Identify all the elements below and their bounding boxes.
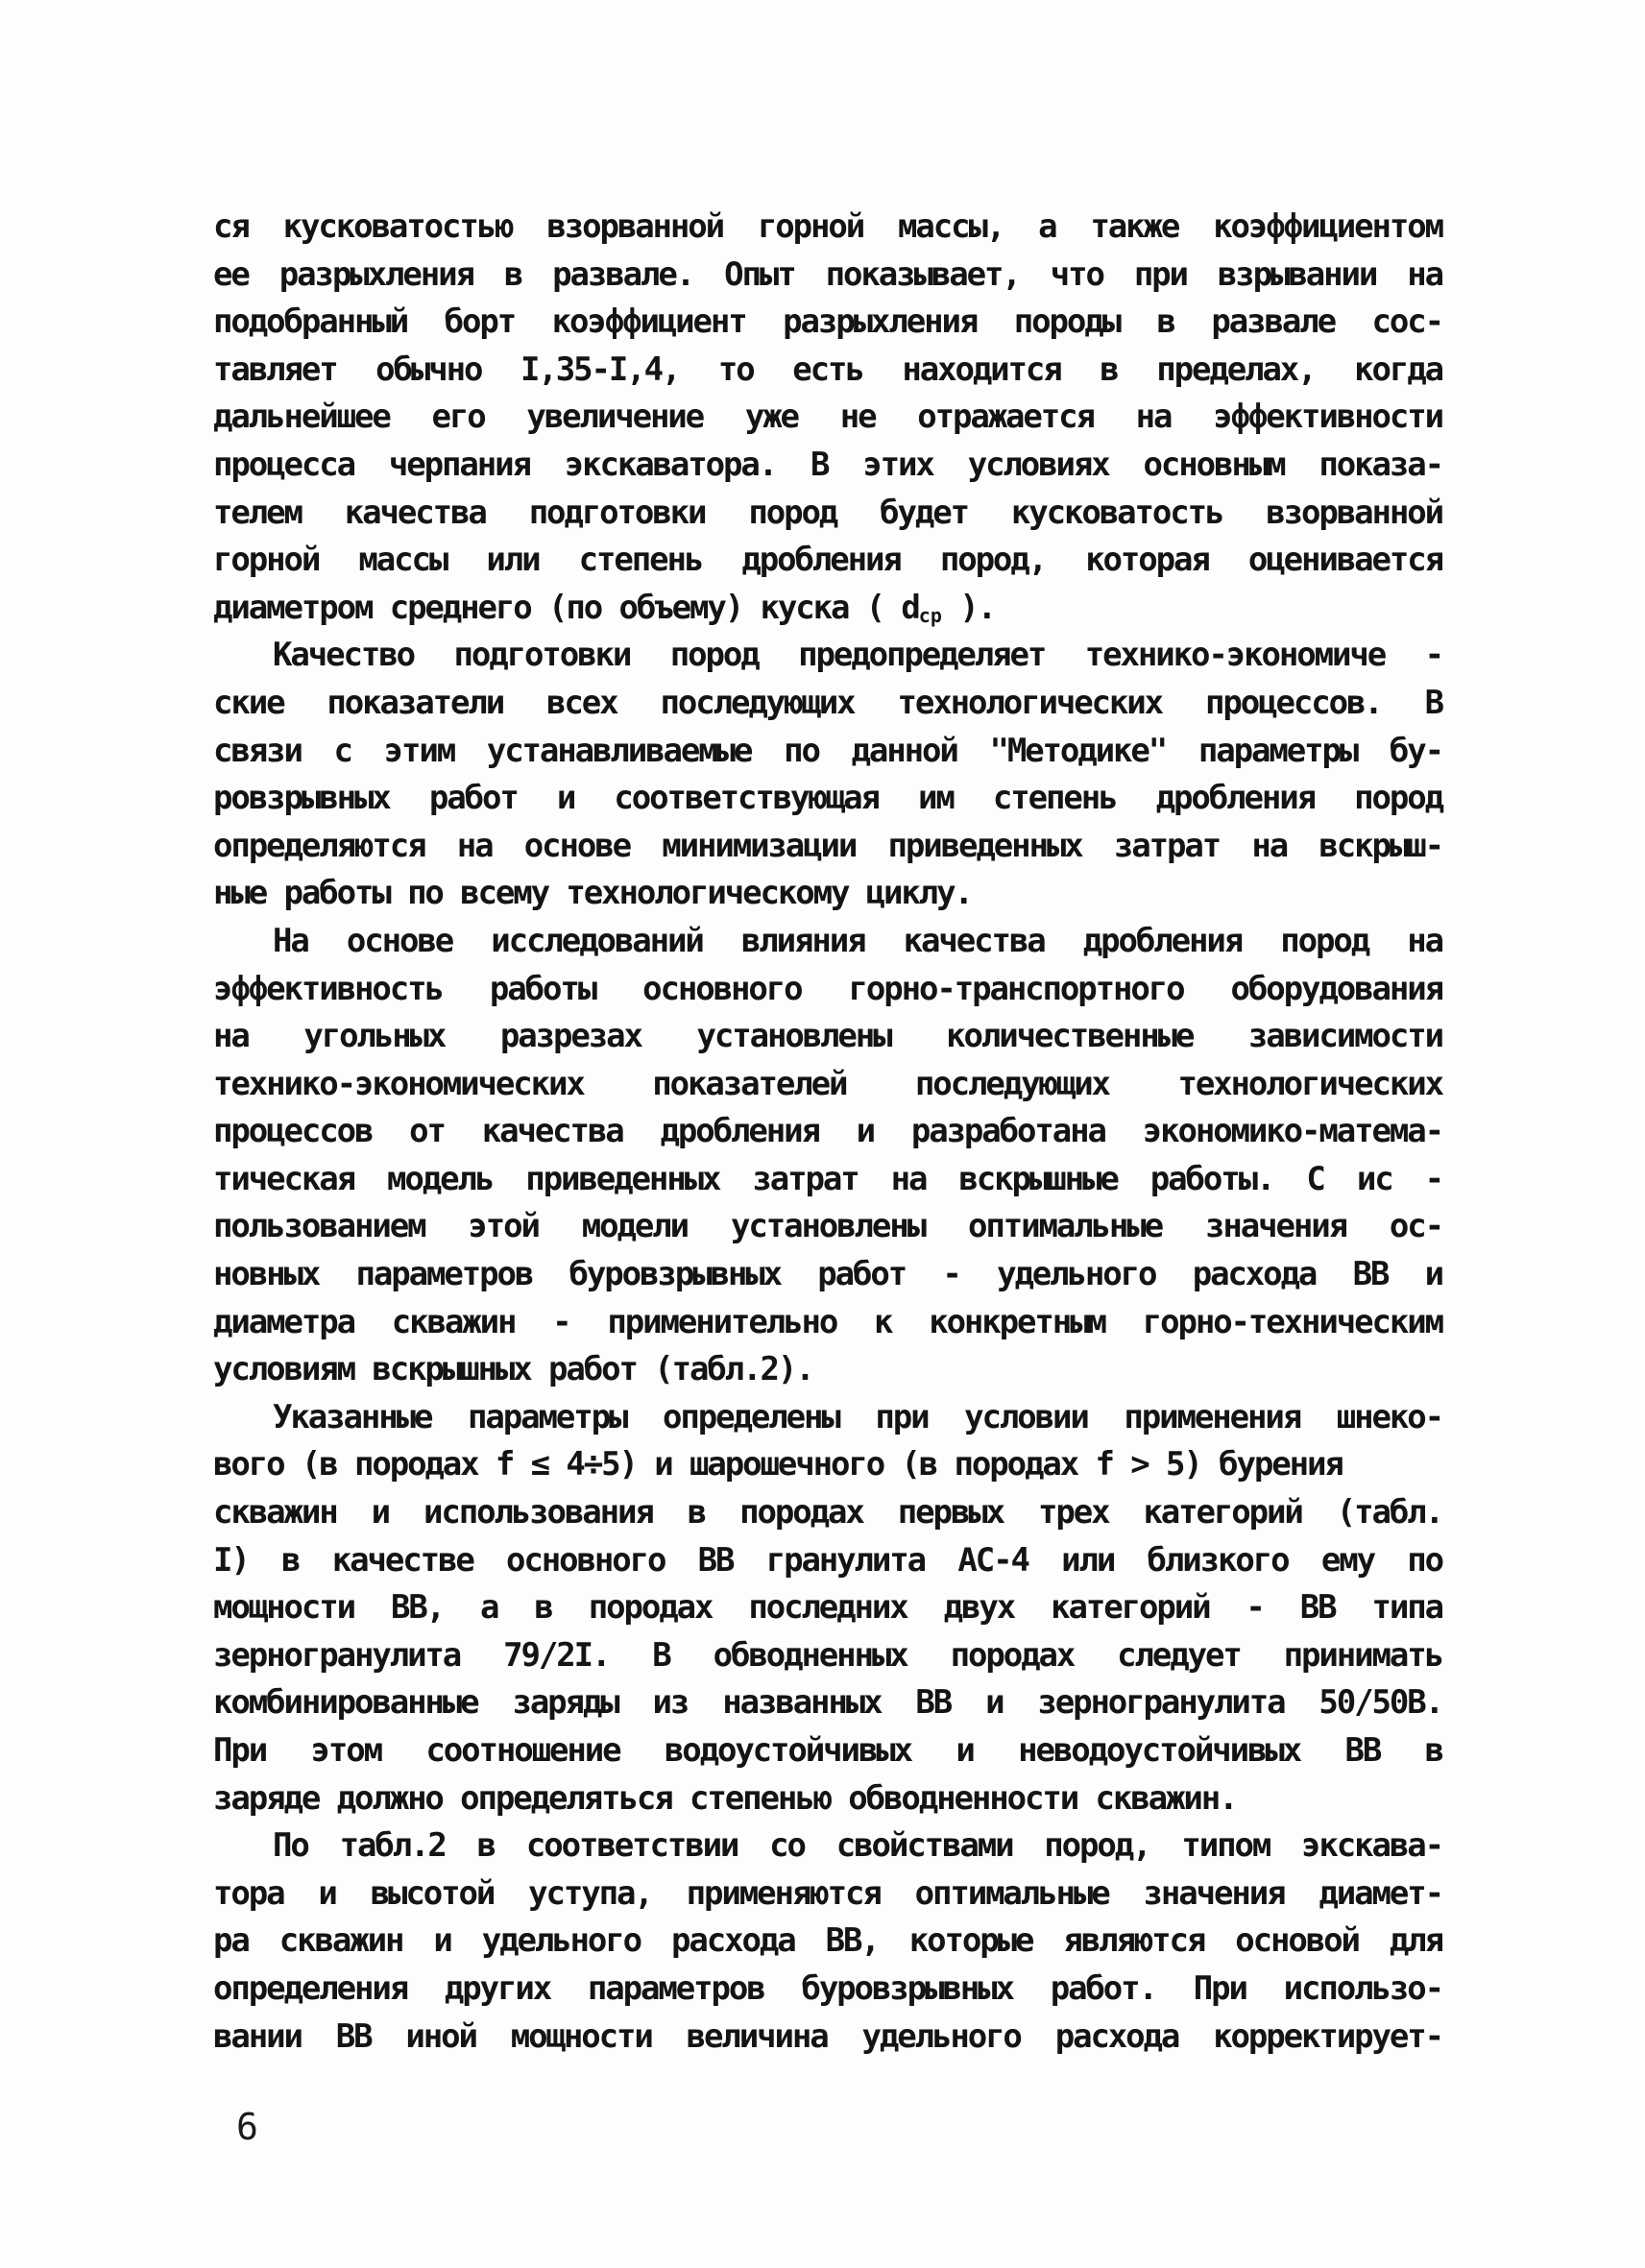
text-line: условиям вскрышных работ (табл.2). [213, 1350, 813, 1389]
text-line: связи с этим устанавливаемые по данной "Методике" параметры бу- [213, 731, 1442, 770]
text-line: определяются на основе минимизации приведенных затрат на вскрыш- [213, 826, 1442, 865]
diameter-line-before: диаметром среднего (по объему) куска ( [213, 588, 902, 627]
text-line: определения других параметров буровзрывных работ. При использо- [213, 1968, 1442, 2008]
page-number: 6 [236, 2106, 258, 2148]
paragraph-first-line: По табл.2 в соответствии со свойствами пород, типом экскава- [273, 1826, 1442, 1866]
document-body [213, 204, 1442, 2061]
text-line: на угольных разрезах установлены количественные зависимости [213, 1017, 1442, 1056]
text-line: эффективность работы основного горно-транспортного оборудования [213, 969, 1442, 1008]
hardness-condition: f ≤ 4÷5 [495, 1445, 619, 1484]
text-line: ся кусковатостью взорванной горной массы, а также коэффициентом [213, 207, 1442, 246]
text-line: тавляет обычно I,35-I,4, то есть находится в пределах, когда [213, 350, 1442, 389]
text-line: ровзрывных работ и соответствующая им степень дробления пород [213, 779, 1442, 818]
text-line: При этом соотношение водоустойчивых и неводоустойчивых ВВ в [213, 1731, 1442, 1770]
diameter-symbol: d [901, 588, 919, 627]
text-line: технико-экономических показателей последующих технологических [213, 1064, 1442, 1103]
text-line: процесса черпания экскаватора. В этих условиях основным показа- [213, 445, 1442, 484]
text-line: телем качества подготовки пород будет кусковатость взорванной [213, 493, 1442, 532]
hardness-condition: f > 5 [1095, 1445, 1184, 1484]
text-line: мощности ВВ, а в породах последних двух категорий - ВВ типа [213, 1588, 1442, 1628]
drilling-line-part: ) бурения [1183, 1445, 1343, 1484]
drilling-line-part: ) и шарошечного (в породах [618, 1445, 1096, 1484]
text-line: ские показатели всех последующих технологических процессов. В [213, 683, 1442, 722]
text-line: диаметра скважин - применительно к конкретным горно-техническим [213, 1302, 1442, 1341]
diameter-line-after: ). [941, 588, 995, 627]
text-line: подобранный борт коэффициент разрыхления породы в развале сос- [213, 302, 1442, 342]
text-line: вании ВВ иной мощности величина удельного расхода корректирует- [213, 2016, 1442, 2056]
drilling-line [213, 1441, 1442, 1489]
text-line: зерногранулита 79/2I. В обводненных породах следует принимать [213, 1635, 1442, 1675]
paragraph-first-line: На основе исследований влияния качества дробления пород на [273, 921, 1442, 960]
diameter-line [213, 585, 1442, 633]
drilling-line-part: вого (в породах [213, 1445, 496, 1484]
paragraph-first-line: Качество подготовки пород предопределяет технико-экономиче - [273, 636, 1442, 675]
text-line: скважин и использования в породах первых трех категорий (табл. [213, 1493, 1442, 1532]
text-line: горной массы или степень дробления пород, которая оценивается [213, 541, 1442, 580]
text-line: I) в качестве основного ВВ гранулита АС-4 или близкого ему по [213, 1540, 1442, 1580]
text-line: ные работы по всему технологическому циклу. [213, 874, 972, 913]
text-line: процессов от качества дробления и разработана экономико-матема- [213, 1112, 1442, 1151]
diameter-subscript: ср [918, 603, 942, 627]
text-line: тора и высотой уступа, применяются оптимальные значения диамет- [213, 1873, 1442, 1913]
text-line: дальнейшее его увеличение уже не отражается на эффективности [213, 398, 1442, 437]
text-line: заряде должно определяться степенью обводненности скважин. [213, 1778, 1237, 1818]
text-line: новных параметров буровзрывных работ - удельного расхода ВВ и [213, 1255, 1442, 1294]
text-line: пользованием этой модели установлены оптимальные значения ос- [213, 1207, 1442, 1246]
paragraph-first-line: Указанные параметры определены при условии применения шнеко- [273, 1397, 1442, 1436]
text-line: тическая модель приведенных затрат на вскрышные работы. С ис - [213, 1159, 1442, 1198]
text-line: комбинированные заряды из названных ВВ и зерногранулита 50/50В. [213, 1683, 1442, 1723]
text-line: ра скважин и удельного расхода ВВ, которые являются основой для [213, 1921, 1442, 1961]
text-line: ее разрыхления в развале. Опыт показывает, что при взрывании на [213, 254, 1442, 294]
